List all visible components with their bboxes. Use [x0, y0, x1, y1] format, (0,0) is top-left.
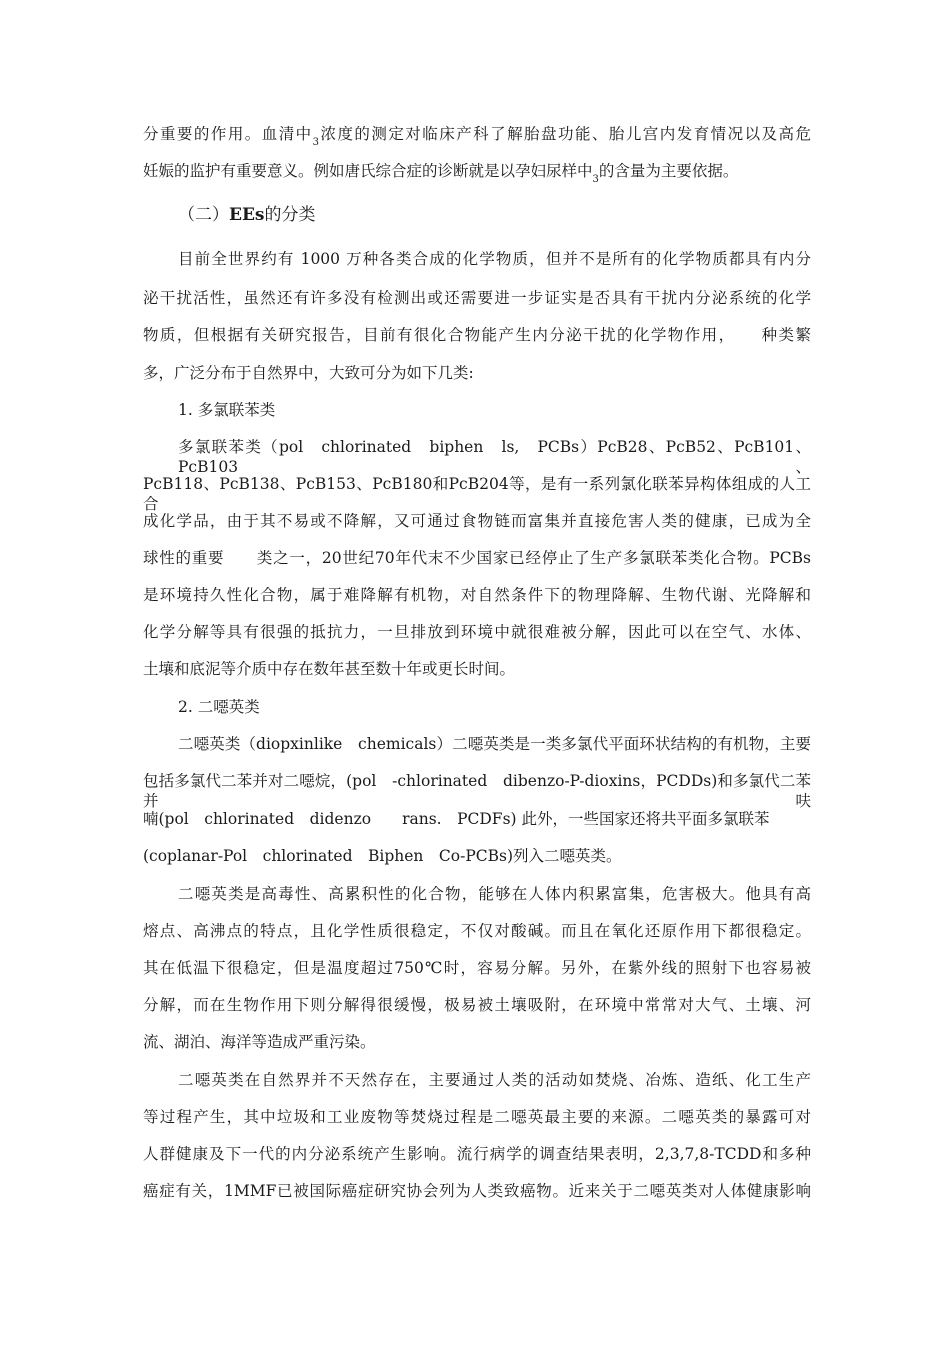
intro-line-2: [143, 161, 811, 184]
paragraph-line: 土壤和底泥等介质中存在数年甚至数十年或更长时间。: [143, 660, 516, 678]
paragraph-line: 目前全世界约有 1000 万种各类合成的化学物质，但并不是所有的化学物质都具有内分: [178, 250, 811, 268]
paragraph-line: 二噁英类（diopxinlike chemicals）二噁英类是一类多氯代平面环状结构的有机物，主要: [178, 735, 811, 753]
paragraph-line: 二噁英类是高毒性、高累积性的化合物，能够在人体内积累富集，危害极大。他具有高: [178, 885, 811, 903]
heading-suffix: 的分类: [264, 205, 316, 225]
paragraph-line: 熔点、高沸点的特点，且化学性质很稳定，不仅对酸碱。而且在氧化还原作用下都很稳定。: [143, 922, 811, 940]
paragraph-line: 二噁英类在自然界并不天然存在，主要通过人类的活动如焚烧、冶炼、造纸、化工生产: [178, 1071, 811, 1089]
paragraph-line: 喃(pol chlorinated didenzo rans. PCDFs) 此外，一些国家还将共平面多氯联苯: [143, 810, 770, 828]
heading-bold: EEs: [229, 205, 265, 225]
paragraph-line: 分解，而在生物作用下则分解得很缓慢，极易被土壤吸附，在环境中常常对大气、土壤、河: [143, 996, 811, 1014]
intro-text: 分重要的作用。血清中: [143, 125, 313, 143]
paragraph-line: 化学分解等具有很强的抵抗力，一旦排放到环境中就很难被分解，因此可以在空气、水体、: [143, 623, 811, 641]
paragraph-line: 物质，但根据有关研究报告，目前有很化合物能产生内分泌干扰的化学物作用， 种类繁: [143, 326, 811, 344]
paragraph-line: 是环境持久性化合物，属于难降解有机物，对自然条件下的物理降解、生物代谢、光降解和: [143, 586, 811, 604]
paragraph-line: 成化学品，由于其不易或不降解，又可通过食物链而富集并直接危害人类的健康，已成为全: [143, 512, 811, 530]
item-2-title: 2. 二噁英类: [178, 698, 260, 716]
subscript: 3: [592, 174, 599, 185]
paragraph-line: 泌干扰活性，虽然还有许多没有检测出或还需要进一步证实是否具有干扰内分泌系统的化学: [143, 289, 811, 307]
paragraph-line: 多氯联苯类（pol chlorinated biphen ls, PCBs）PcB28、PcB52、PcB101、PcB103、: [178, 438, 811, 476]
subscript: 3: [312, 137, 320, 148]
section-heading: [178, 204, 316, 226]
intro-text: 妊娠的监护有重要意义。例如唐氏综合症的诊断就是以孕妇尿样中: [143, 162, 593, 180]
intro-text: 浓度的测定对临床产科了解胎盘功能、胎儿宫内发育情况以及高危: [319, 125, 811, 143]
paragraph-line: (coplanar-Pol chlorinated Biphen Co-PCBs)列入二噁英类。: [143, 847, 622, 865]
paragraph-line: 球性的重要 类之一，20世纪70年代末不少国家已经停止了生产多氯联苯类化合物。PCBs: [143, 549, 811, 567]
item-1-title: 1. 多氯联苯类: [178, 401, 276, 419]
intro-line-1: [143, 124, 811, 148]
paragraph-line: 包括多氯代二苯并对二噁烷，(pol -chlorinated dibenzo-P-dioxins，PCDDs)和多氯代二苯并呋: [143, 772, 811, 810]
paragraph-line: 流、湖泊、海洋等造成严重污染。: [143, 1033, 376, 1051]
paragraph-line: 癌症有关，1MMF已被国际癌症研究协会列为人类致癌物。近来关于二噁英类对人体健康影响: [143, 1182, 811, 1200]
paragraph-line: 其在低温下很稳定，但是温度超过750℃时，容易分解。另外，在紫外线的照射下也容易被: [143, 959, 811, 977]
intro-text: 的含量为主要依据。: [598, 162, 739, 180]
paragraph-line: 等过程产生，其中垃圾和工业废物等焚烧过程是二噁英最主要的来源。二噁英类的暴露可对: [143, 1108, 811, 1126]
paragraph-line: PcB118、PcB138、PcB153、PcB180和PcB204等，是有一系列氯化联苯异构体组成的人工合: [143, 475, 811, 513]
heading-prefix: （二）: [178, 205, 229, 225]
paragraph-line: 人群健康及下一代的内分泌系统产生影响。流行病学的调查结果表明，2,3,7,8-TCDD和多种: [143, 1145, 811, 1163]
paragraph-line: 多，广泛分布于自然界中，大致可分为如下几类:: [143, 364, 474, 382]
